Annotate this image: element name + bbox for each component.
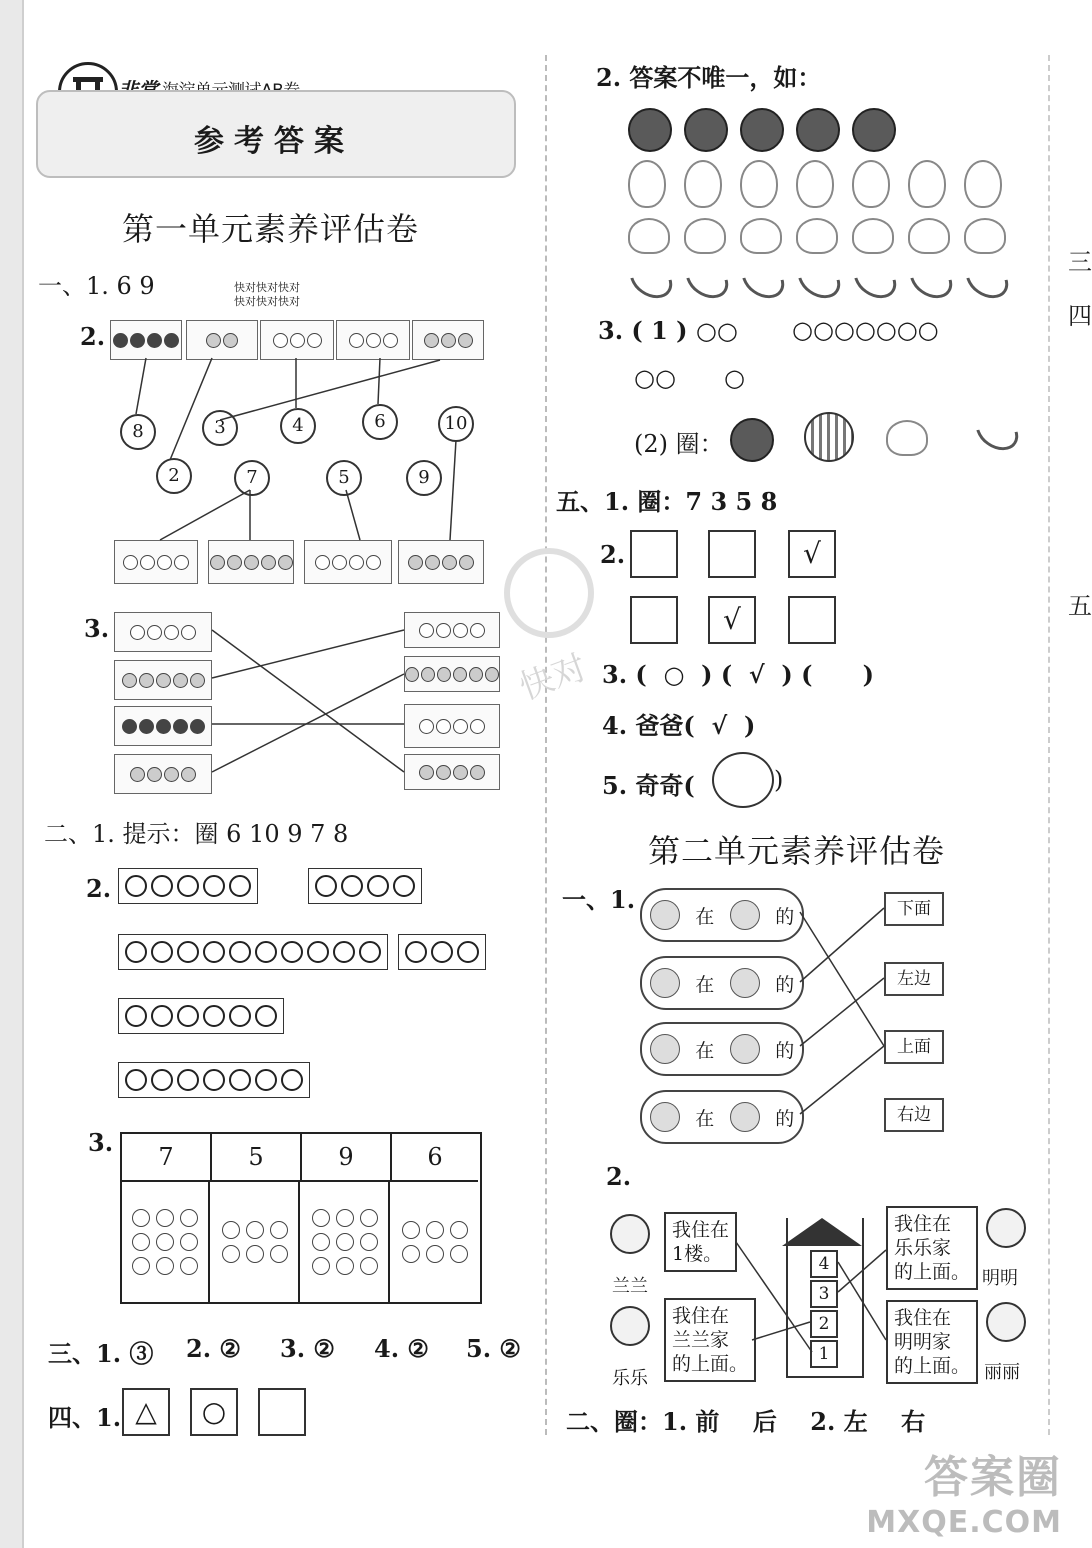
page-binding-edge <box>0 0 22 1548</box>
speech-lanlan: 我住在 1楼。 <box>664 1212 737 1272</box>
count-table <box>120 1132 482 1304</box>
r-q3-2: (2) 圈： <box>634 430 724 458</box>
answer-box: √ <box>788 530 836 578</box>
u1-s3-a1: 三、1. ③ <box>48 1339 154 1368</box>
girl-lili-avatar <box>986 1302 1026 1342</box>
answer-box <box>788 596 836 644</box>
banana-icon <box>734 252 791 306</box>
pear-icon <box>852 160 890 208</box>
r-q2-intro: 2. 答案不唯一，如： <box>596 63 822 92</box>
rabbit-icon <box>650 1102 680 1132</box>
r-q3-1c: ○○ <box>634 364 676 392</box>
peach-icon <box>740 218 782 254</box>
pear-icon <box>908 160 946 208</box>
picture-box-icecream <box>114 660 212 700</box>
flower-icon <box>712 752 774 808</box>
r-q3-1b: ○○○○○○○ <box>792 316 939 344</box>
peach-icon <box>908 218 950 254</box>
deer-icon <box>730 1102 760 1132</box>
flower-number: 5 <box>326 460 362 496</box>
circle-group-5 <box>118 868 258 904</box>
apple-icon <box>796 108 840 152</box>
circle-group-7 <box>118 1062 310 1098</box>
picture-box-cups <box>114 540 198 584</box>
u2-s2: 二、圈：1. 前 后 2. 左 右 <box>566 1407 926 1436</box>
position-cloud: 在 的 <box>640 956 804 1010</box>
flower-number: 8 <box>120 414 156 450</box>
picture-box-apples <box>110 320 182 360</box>
r-s5-q1: 五、1. 圈：7 3 5 8 <box>556 487 778 516</box>
table-header: 5 <box>212 1134 302 1182</box>
position-label: 下面 <box>884 892 944 926</box>
u1-q1: 一、1. 6 9 <box>38 272 155 300</box>
apple-icon <box>730 418 774 462</box>
r-q3-1: 3. ( 1 ) ○○ <box>598 316 738 345</box>
peach-icon <box>852 218 894 254</box>
name-mingming: 明明 <box>982 1268 1018 1289</box>
picture-box-trees <box>114 754 212 794</box>
u1-s3-a3: 3. ② <box>280 1334 335 1363</box>
picture-box-ostriches <box>412 320 484 360</box>
picture-box-rabbits <box>114 612 212 652</box>
table-cell-peaches <box>122 1182 210 1302</box>
apple-icon <box>684 108 728 152</box>
floor-number: 2 <box>810 1310 838 1338</box>
table-cell-watermelons <box>392 1182 478 1302</box>
answer-box <box>708 530 756 578</box>
shape-box <box>258 1388 306 1436</box>
bird-icon <box>730 968 760 998</box>
picture-box-shells <box>208 540 294 584</box>
edge-text-3: 五 <box>1068 592 1092 620</box>
r-s5-q4: 4. 爸爸( √ ) <box>602 711 756 740</box>
r-s5-q5b: ) <box>774 766 784 794</box>
position-label: 右边 <box>884 1098 944 1132</box>
table-cell-apples <box>302 1182 390 1302</box>
table-header: 9 <box>302 1134 392 1182</box>
apple-icon <box>852 108 896 152</box>
apple-icon <box>628 108 672 152</box>
circle-group-4 <box>308 868 422 904</box>
rabbit-icon <box>730 900 760 930</box>
u1-q3-label: 3. <box>84 614 110 643</box>
position-cloud: 在 的 <box>640 1090 804 1144</box>
floor-number: 1 <box>810 1340 838 1368</box>
u1-s2-q1: 二、1. 提示：圈 6 10 9 7 8 <box>44 820 349 848</box>
circle-group-10 <box>118 934 388 970</box>
peach-icon <box>886 420 928 456</box>
position-label: 左边 <box>884 962 944 996</box>
pear-icon <box>740 160 778 208</box>
flower-number: 7 <box>234 460 270 496</box>
shape-box: △ <box>122 1388 170 1436</box>
picture-box-monkeys <box>186 320 258 360</box>
stamp-line-2: 快对快对快对 <box>234 295 300 308</box>
peach-icon <box>796 218 838 254</box>
picture-box-spoons <box>404 612 500 648</box>
flower-number: 2 <box>156 458 192 494</box>
speech-lili: 我住在 明明家 的上面。 <box>886 1300 978 1384</box>
watermelon-icon <box>804 412 854 462</box>
corner-watermark: 答案圈 MXQE.COM <box>866 1452 1062 1540</box>
u2-q2-label: 2. <box>606 1162 632 1191</box>
banana-icon <box>958 252 1015 306</box>
r-s5-q2-label: 2. <box>600 540 626 569</box>
unit1-title: 第一单元素养评估卷 <box>122 210 420 248</box>
name-lili: 丽丽 <box>984 1362 1020 1383</box>
u1-s3-a5: 5. ② <box>466 1334 521 1363</box>
table-header: 6 <box>392 1134 478 1182</box>
shape-box: ○ <box>190 1388 238 1436</box>
name-lanlan: 兰兰 <box>612 1276 648 1297</box>
r-s5-q3: 3. ( ○ ) ( √ ) ( ) <box>602 660 874 689</box>
pear-icon <box>796 160 834 208</box>
picture-box-lollipops <box>404 656 500 692</box>
pear-icon <box>964 160 1002 208</box>
picture-box-bowls <box>404 704 500 748</box>
table-cell-strawberries <box>212 1182 300 1302</box>
picture-box-pencils <box>114 706 212 746</box>
pear-icon <box>684 160 722 208</box>
u1-s2-q3-label: 3. <box>88 1128 114 1157</box>
floor-number: 4 <box>810 1250 838 1278</box>
name-lele: 乐乐 <box>612 1368 648 1389</box>
banana-icon <box>678 252 735 306</box>
peach-icon <box>628 218 670 254</box>
table-header: 7 <box>122 1134 212 1182</box>
stamp-line-1: 快对快对快对 <box>234 281 300 294</box>
picture-box-pandas <box>404 754 500 790</box>
position-cloud: 在 的 <box>640 888 804 942</box>
u1-s2-q2-label: 2. <box>86 874 112 903</box>
banana-icon <box>902 252 959 306</box>
bird-icon <box>650 1034 680 1064</box>
watermark-text: 快对 <box>514 647 592 709</box>
picture-box-plants <box>398 540 484 584</box>
position-cloud: 在 的 <box>640 1022 804 1076</box>
deer-icon <box>650 968 680 998</box>
r-s5-q5a: 5. 奇奇( <box>602 771 695 800</box>
apple-icon <box>740 108 784 152</box>
u1-s3-a2: 2. ② <box>186 1334 241 1363</box>
speech-lele: 我住在 兰兰家 的上面。 <box>664 1298 756 1382</box>
answer-box <box>630 530 678 578</box>
flower-number: 3 <box>202 410 238 446</box>
edge-text-2: 四 <box>1068 302 1092 330</box>
u1-q2-label: 2. <box>80 322 106 351</box>
answer-box: √ <box>708 596 756 644</box>
peach-icon <box>684 218 726 254</box>
floor-number: 3 <box>810 1280 838 1308</box>
picture-box-cats <box>260 320 334 360</box>
u2-q1-label: 一、1. <box>562 885 636 914</box>
r-q3-1d: ○ <box>724 364 745 392</box>
banana-icon <box>968 404 1025 458</box>
column-divider-right <box>1048 55 1050 1435</box>
banana-icon <box>846 252 903 306</box>
peach-icon <box>964 218 1006 254</box>
u1-s3-a4: 4. ② <box>374 1334 429 1363</box>
banana-icon <box>622 252 679 306</box>
banner-title: 参考答案 <box>194 124 354 159</box>
flower-number: 9 <box>406 460 442 496</box>
u1-s4-q1: 四、1. <box>48 1403 122 1432</box>
flower-number: 4 <box>280 408 316 444</box>
boy-mingming-avatar <box>986 1208 1026 1248</box>
flower-number: 6 <box>362 404 398 440</box>
edge-text-1: 三 <box>1068 248 1092 276</box>
circle-group-3 <box>398 934 486 970</box>
boy-lele-avatar <box>610 1306 650 1346</box>
girl-lanlan-avatar <box>610 1214 650 1254</box>
unit2-title: 第二单元素养评估卷 <box>648 832 946 870</box>
picture-box-birds <box>336 320 410 360</box>
flower-number: 10 <box>438 406 474 442</box>
circle-group-6 <box>118 998 284 1034</box>
pear-icon <box>628 160 666 208</box>
butterfly-icon <box>730 1034 760 1064</box>
speech-mingming: 我住在 乐乐家 的上面。 <box>886 1206 978 1290</box>
position-label: 上面 <box>884 1030 944 1064</box>
picture-box-chicks <box>304 540 392 584</box>
watermark-logo <box>504 548 594 638</box>
butterfly-icon <box>650 900 680 930</box>
banana-icon <box>790 252 847 306</box>
column-divider <box>545 55 547 1435</box>
answer-box <box>630 596 678 644</box>
